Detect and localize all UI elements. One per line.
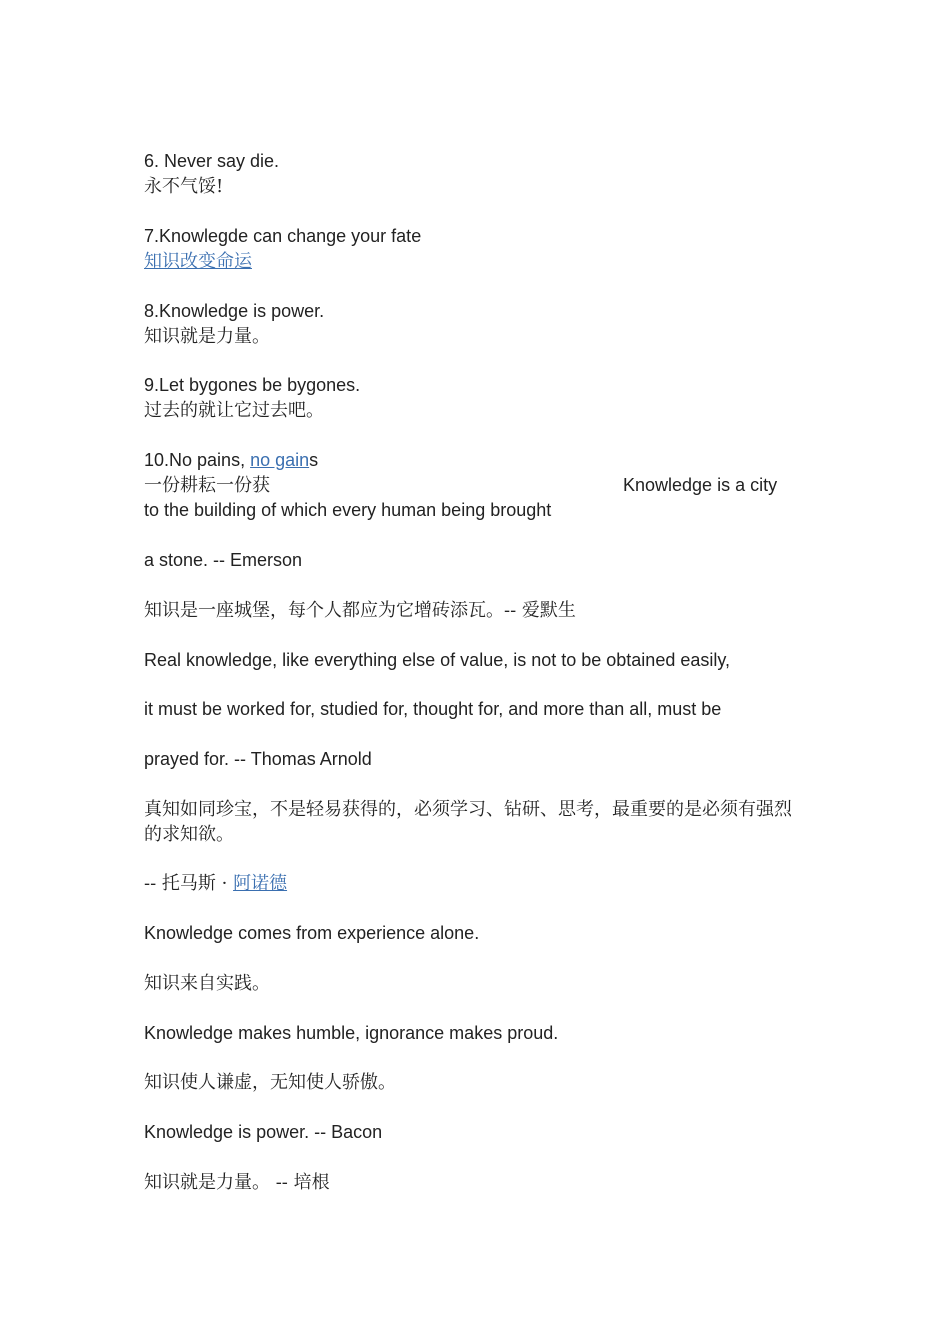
arnold-attribution-prefix: -- 托马斯 · [144,873,234,894]
arnold-quote-line2: it must be worked for, studied for, thought for, and more than all, must be [144,699,722,719]
quote-6-english: 6. Never say die. [144,151,280,171]
quote-8-chinese: 知识就是力量。 [144,326,270,347]
experience-quote-english: Knowledge comes from experience alone. [144,923,480,943]
experience-quote-chinese: 知识来自实践。 [144,973,270,994]
arnold-name-link[interactable]: 阿诺德 [233,873,288,894]
quote-7-chinese [144,249,252,274]
humble-quote-english: Knowledge makes humble, ignorance makes proud. [144,1023,559,1043]
quote-10-prefix: 10.No pains, [144,450,251,470]
arnold-quote-chinese-line2: 的求知欲。 [144,824,234,845]
arnold-quote-chinese-line1: 真知如同珍宝，不是轻易获得的，必须学习、钻研、思考，最重要的是必须有强烈 [144,799,792,820]
quote-10-english [144,448,318,473]
emerson-quote-chinese: 知识是一座城堡，每个人都应为它增砖添瓦。-- 爱默生 [144,600,576,621]
quote-10-suffix: s [309,450,319,470]
no-gain-link[interactable]: no gain [250,450,310,470]
emerson-quote-part3: a stone. -- Emerson [144,550,303,570]
arnold-quote-line3: prayed for. -- Thomas Arnold [144,749,372,769]
quote-9-chinese: 过去的就让它过去吧。 [144,400,324,421]
quote-6-chinese: 永不气馁! [144,176,224,197]
arnold-quote-line1: Real knowledge, like everything else of value, is not to be obtained easily, [144,650,731,670]
quote-10-chinese: 一份耕耘一份获 [144,475,270,496]
arnold-attribution [144,871,287,896]
quote-7-english: 7.Knowlegde can change your fate [144,226,422,246]
emerson-quote-part1: Knowledge is a city [623,475,778,495]
humble-quote-chinese: 知识使人谦虚，无知使人骄傲。 [144,1072,396,1093]
quote-9-english: 9.Let bygones be bygones. [144,375,361,395]
quote-7-chinese-link[interactable]: 知识改变命运 [144,251,252,272]
quote-8-english: 8.Knowledge is power. [144,301,325,321]
emerson-quote-part2: to the building of which every human being brought [144,500,552,520]
bacon-quote-english: Knowledge is power. -- Bacon [144,1122,383,1142]
bacon-quote-chinese: 知识就是力量。 -- 培根 [144,1172,330,1193]
